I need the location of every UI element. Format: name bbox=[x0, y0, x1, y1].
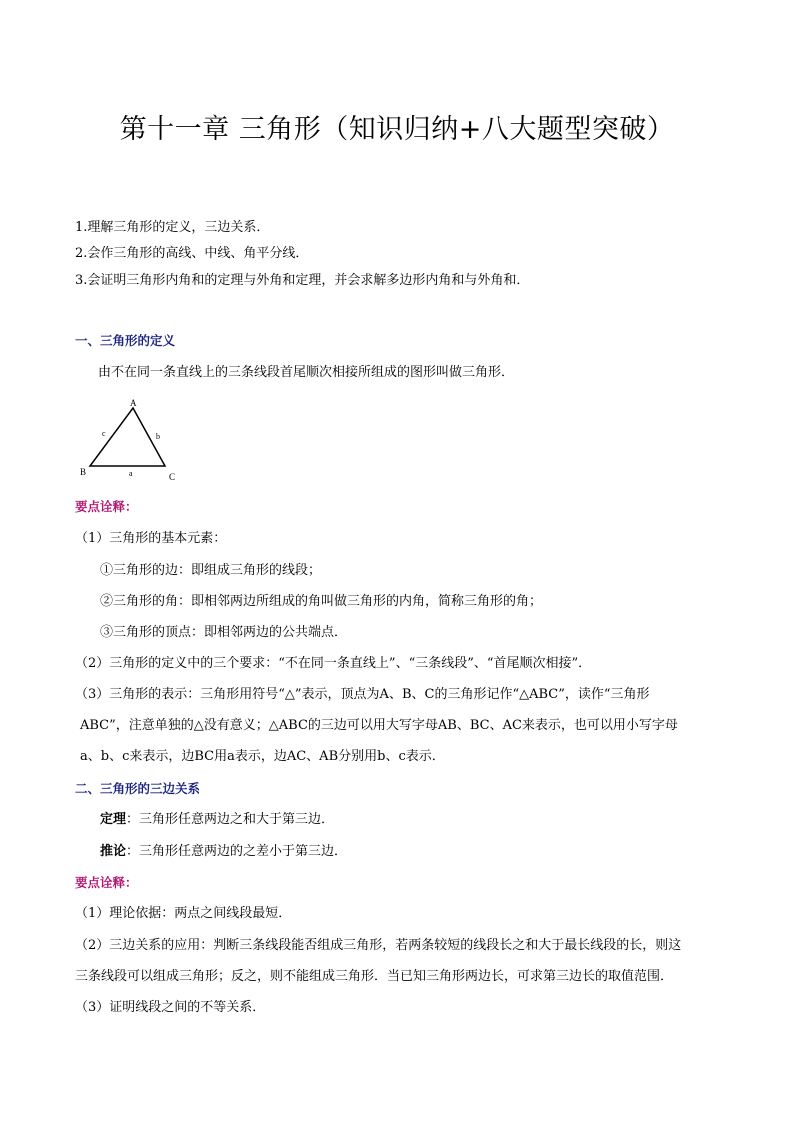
keypoints-label-1: 要点诠释： bbox=[75, 499, 138, 514]
vertex-a-label: A bbox=[130, 398, 137, 408]
section1-item-8: a、b、c来表示，边BC用a表示，边AC、AB分别用b、c表示． bbox=[80, 749, 445, 764]
page-title: 第十一章 三角形（知识归纳+八大题型突破） bbox=[119, 114, 675, 145]
theorem-line bbox=[100, 811, 334, 829]
section1-item-4: ③三角形的顶点：即相邻两边的公共端点． bbox=[100, 625, 348, 640]
section1-item-6: （3）三角形的表示：三角形用符号“△”表示，顶点为A、B、C的三角形记作“△ABC”，读作“三角形 bbox=[75, 687, 650, 702]
theorem-label: 定理 bbox=[100, 812, 127, 827]
section2-item-3: 三条线段可以组成三角形；反之，则不能组成三角形．当已知三角形两边长，可求第三边长的取值范围． bbox=[75, 969, 674, 984]
section1-item-1: （1）三角形的基本元素： bbox=[75, 531, 227, 546]
section1-item-7: ABC”，注意单独的△没有意义；△ABC的三边可以用大写字母AB、BC、AC来表示，也可以用小写字母 bbox=[80, 718, 678, 733]
section-heading-triangle-inequality: 二、三角形的三边关系 bbox=[75, 781, 201, 796]
section-heading-definition: 一、三角形的定义 bbox=[75, 333, 176, 348]
section2-item-4: （3）证明线段之间的不等关系． bbox=[75, 1000, 266, 1015]
corollary-label: 推论 bbox=[100, 844, 127, 859]
vertex-b-label: B bbox=[80, 467, 87, 477]
side-b-label: b bbox=[156, 432, 160, 441]
keypoints-label-2: 要点诠释： bbox=[75, 875, 138, 890]
objective-3: 3.会证明三角形内角和的定理与外角和定理，并会求解多边形内角和与外角和． bbox=[75, 273, 530, 288]
vertex-c-label: C bbox=[169, 472, 176, 482]
corollary-line bbox=[100, 843, 347, 861]
triangle-definition: 由不在同一条直线上的三条线段首尾顺次相接所组成的图形叫做三角形． bbox=[98, 365, 515, 380]
triangle-abc-diagram bbox=[78, 396, 188, 486]
objective-1: 1.理解三角形的定义，三边关系． bbox=[75, 220, 270, 235]
side-a-label: a bbox=[129, 469, 133, 478]
section1-item-2: ①三角形的边：即组成三角形的线段； bbox=[100, 563, 322, 578]
section2-item-1: （1）理论依据：两点之间线段最短． bbox=[75, 906, 292, 921]
section2-item-2: （2）三边关系的应用：判断三条线段能否组成三角形，若两条较短的线段长之和大于最长线段的长，则这 bbox=[75, 938, 682, 953]
theorem-text: ：三角形任意两边之和大于第三边． bbox=[126, 812, 335, 827]
objective-2: 2.会作三角形的高线、中线、角平分线． bbox=[75, 246, 309, 261]
section1-item-3: ②三角形的角：即相邻两边所组成的角叫做三角形的内角，简称三角形的角； bbox=[100, 594, 543, 609]
side-c-label: c bbox=[102, 429, 106, 438]
section1-item-5: （2）三角形的定义中的三个要求：“不在同一条直线上”、“三条线段”、“首尾顺次相接”． bbox=[75, 656, 592, 671]
corollary-text: ：三角形任意两边的之差小于第三边． bbox=[126, 844, 348, 859]
